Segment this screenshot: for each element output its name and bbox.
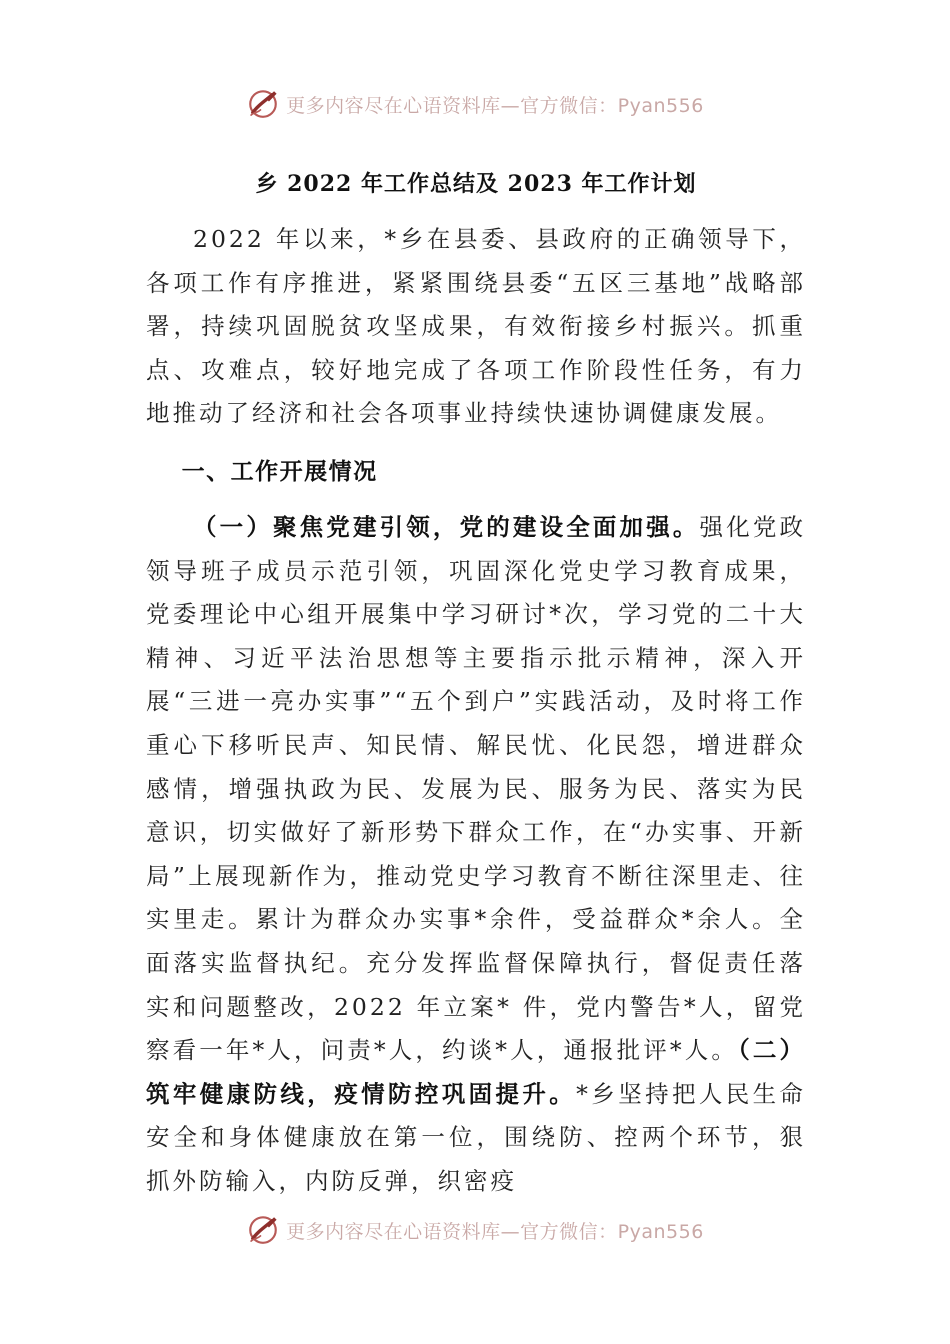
watermark-text: 更多内容尽在心语资料库—官方微信：Pyan556 [286, 1220, 704, 1243]
subsection-title-health-defense: （二）筑牢健康防线，疫情防控巩固提升。 [146, 1036, 806, 1108]
document-title: 乡 2022 年工作总结及 2023 年工作计划 [255, 171, 697, 197]
subsection-body-party-building: 强化党政领导班子成员示范引领，巩固深化党史学习教育成果，党委理论中心组开展集中学习研讨*次，学习党的二十大精神、习近平法治思想等主要指示批示精神，深入开展“三进一亮办实事”“五个到户”实践活动，及时将工作重心下移听民声、知民情、解民忧、化民怨，增进群众感情，增强执政为民、发展为民、服务为民、落实为民意识，切实做好了新形势下群众工作，在“办实事、开新局”上展现新作为，推动党史学习教育不断往深里走、往实里走。累计为群众办实事*余件，受益群众*余人。全面落实监督执纪。充分发挥监督保障执行，督促责任落实和问题整改，2022 年立案* 件，党内警告*人，留党察看一年*人，问责*人，约谈*人，通报批评*人。 [146, 512, 807, 1065]
intro-paragraph: 2022 年以来，*乡在县委、县政府的正确领导下，各项工作有序推进，紧紧围绕县委“五区三基地”战略部署，持续巩固脱贫攻坚成果，有效衔接乡村振兴。抓重点、攻难点，较好地完成了各项工作阶段性任务，有力地推动了经济和社会各项事业持续快速协调健康发展。 [146, 225, 806, 428]
section-heading-work-status: 一、工作开展情况 [181, 457, 378, 485]
subsection-body-health-defense: *乡坚持把人民生命安全和身体健康放在第一位，围绕防、控两个环节，狠抓外防输入，内防反弹，织密疫 [146, 1079, 807, 1195]
header-watermark-banner [0, 84, 950, 124]
subsection-title-party-building: （一）聚焦党建引领，党的建设全面加强。 [193, 512, 700, 541]
body-paragraph [146, 506, 806, 1204]
pen-logo-icon [246, 1213, 280, 1247]
document-body [146, 162, 806, 1203]
watermark-text: 更多内容尽在心语资料库—官方微信：Pyan556 [286, 94, 704, 117]
pen-logo-icon [246, 87, 280, 121]
footer-watermark-banner [0, 1210, 950, 1250]
